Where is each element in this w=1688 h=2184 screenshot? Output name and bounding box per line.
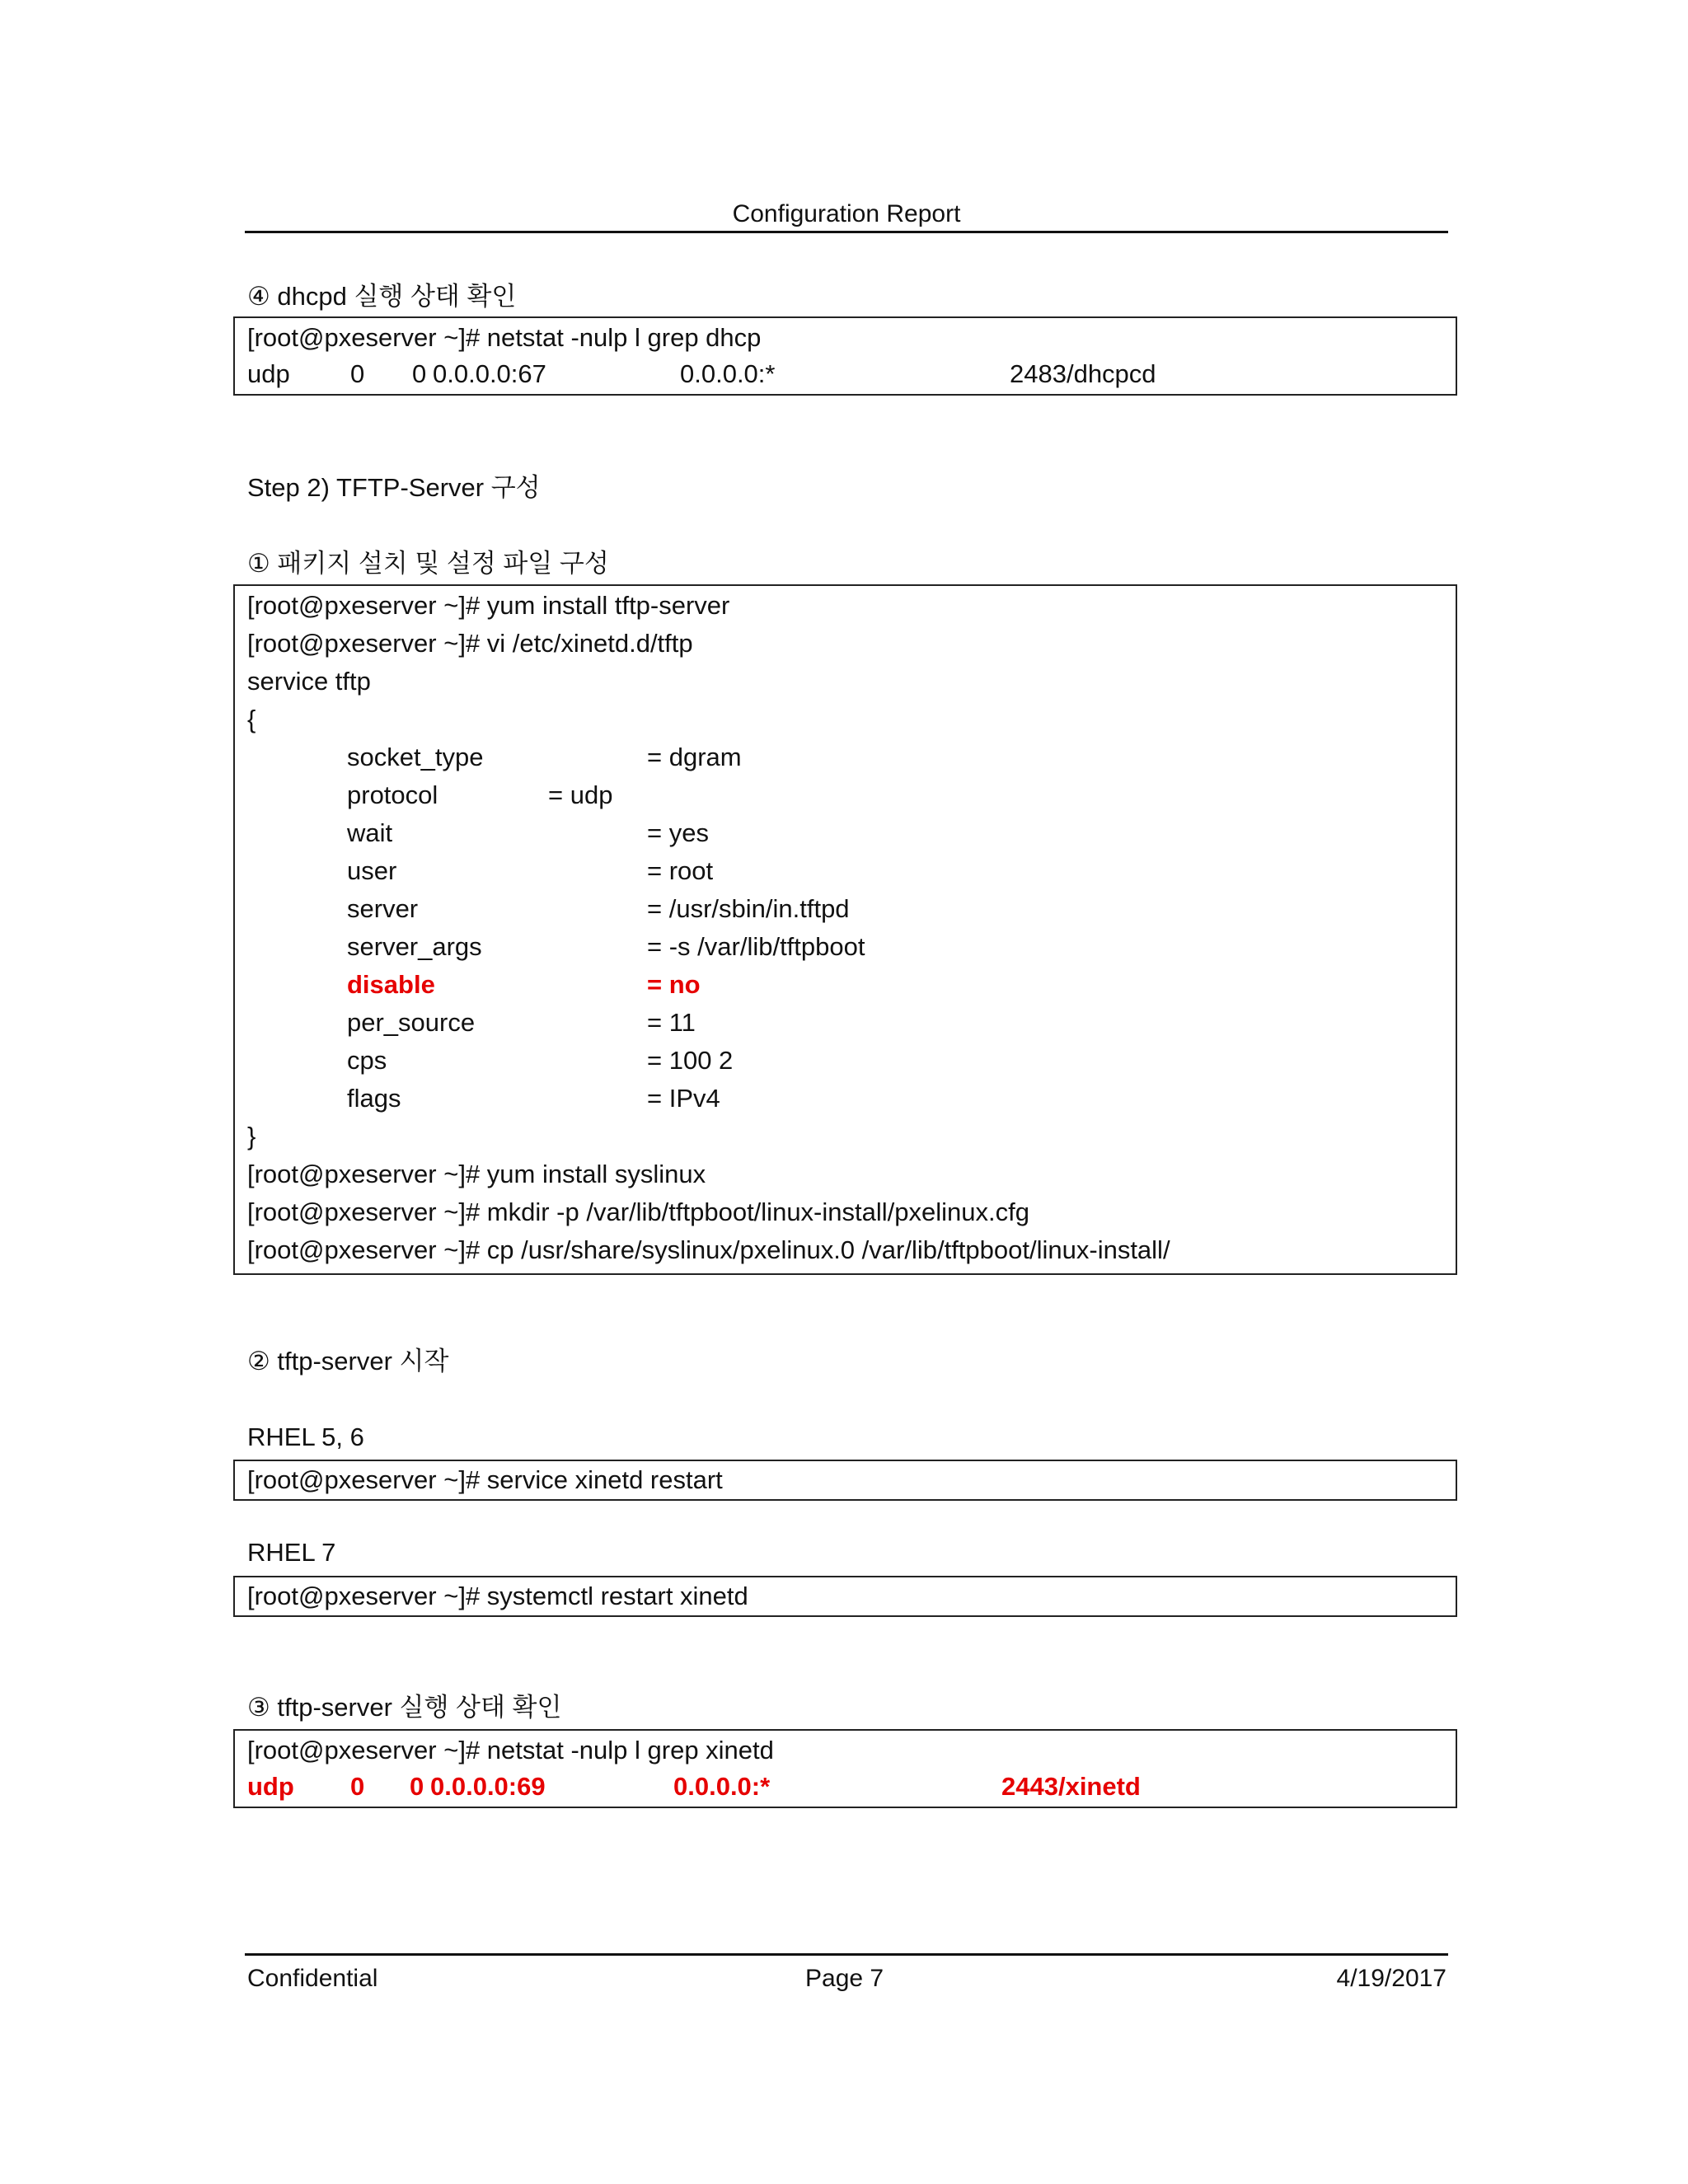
config-value: = root <box>647 856 714 885</box>
rhel7-label: RHEL 7 <box>247 1538 336 1567</box>
config-key: wait <box>347 818 393 847</box>
rhel56-box <box>233 1460 1457 1501</box>
service-line: service tftp <box>247 667 371 696</box>
config-key: server_args <box>347 932 482 961</box>
footer-date: 4/19/2017 <box>1336 1965 1447 1992</box>
config-value: = 11 <box>647 1008 696 1037</box>
header-title: Configuration Report <box>732 200 961 227</box>
tftp-check-command: [root@pxeserver ~]# netstat -nulp l grep xinetd <box>247 1736 774 1765</box>
dhcpd-check-command: [root@pxeserver ~]# netstat -nulp l grep dhcp <box>247 323 762 352</box>
footer-confidential: Confidential <box>247 1965 378 1992</box>
config-value: = IPv4 <box>647 1084 720 1113</box>
config-value-disable: = no <box>647 970 701 999</box>
page-footer <box>245 1953 1448 1997</box>
close-brace: } <box>247 1122 256 1151</box>
install-cmd-1: [root@pxeserver ~]# yum install tftp-server <box>247 591 730 620</box>
tftp-out-local: 0.0.0.0:69 <box>430 1772 546 1801</box>
dhcpd-out-local: 0.0.0.0:67 <box>433 359 546 388</box>
footer-page-number: Page 7 <box>805 1965 884 1992</box>
dhcpd-out-proto: udp <box>247 359 290 388</box>
config-key: socket_type <box>347 743 484 771</box>
install-cmd-2: [root@pxeserver ~]# vi /etc/xinetd.d/tftp <box>247 629 693 658</box>
config-key: server <box>347 894 419 923</box>
config-key: flags <box>347 1084 401 1113</box>
dhcpd-out-send: 0 <box>412 359 427 388</box>
config-key: per_source <box>347 1008 476 1037</box>
dhcpd-out-foreign: 0.0.0.0:* <box>680 359 776 388</box>
tftp-check-box <box>233 1729 1457 1808</box>
dhcpd-check-box <box>233 316 1457 396</box>
dhcpd-out-recv: 0 <box>350 359 365 388</box>
config-value: = dgram <box>647 743 742 771</box>
start-heading: ② tftp-server 시작 <box>247 1347 449 1376</box>
tftp-out-pid: 2443/xinetd <box>1001 1772 1141 1801</box>
page-header <box>245 198 1448 233</box>
dhcpd-check-heading: ④ dhcpd 실행 상태 확인 <box>247 282 517 311</box>
config-key: protocol <box>347 780 438 809</box>
step2-heading: Step 2) TFTP-Server 구성 <box>247 473 541 502</box>
tftp-out-foreign: 0.0.0.0:* <box>673 1772 771 1801</box>
tftp-out-proto: udp <box>247 1772 294 1801</box>
rhel7-box <box>233 1576 1457 1617</box>
config-value: = udp <box>548 780 613 809</box>
config-key: user <box>347 856 397 885</box>
tftp-out-recv: 0 <box>350 1772 365 1801</box>
config-key: cps <box>347 1046 387 1075</box>
install-config-box <box>233 584 1457 1275</box>
install-cmd-4: [root@pxeserver ~]# mkdir -p /var/lib/tftpboot/linux-install/pxelinux.cfg <box>247 1197 1029 1226</box>
install-heading: ① 패키지 설치 및 설정 파일 구성 <box>247 549 609 578</box>
config-value: = 100 2 <box>647 1046 734 1075</box>
open-brace: { <box>247 705 256 733</box>
rhel56-label: RHEL 5, 6 <box>247 1422 364 1451</box>
tftp-check-heading: ③ tftp-server 실행 상태 확인 <box>247 1693 562 1722</box>
install-cmd-5: [root@pxeserver ~]# cp /usr/share/syslinux/pxelinux.0 /var/lib/tftpboot/linux-install/ <box>247 1235 1170 1264</box>
tftp-out-send: 0 <box>410 1772 424 1801</box>
config-value: = /usr/sbin/in.tftpd <box>647 894 850 923</box>
rhel7-command: [root@pxeserver ~]# systemctl restart xinetd <box>247 1582 748 1610</box>
dhcpd-out-pid: 2483/dhcpcd <box>1010 359 1156 388</box>
install-cmd-3: [root@pxeserver ~]# yum install syslinux <box>247 1160 706 1188</box>
config-key-disable: disable <box>347 970 435 999</box>
rhel56-command: [root@pxeserver ~]# service xinetd restart <box>247 1465 723 1494</box>
config-value: = -s /var/lib/tftpboot <box>647 932 865 961</box>
config-value: = yes <box>647 818 709 847</box>
